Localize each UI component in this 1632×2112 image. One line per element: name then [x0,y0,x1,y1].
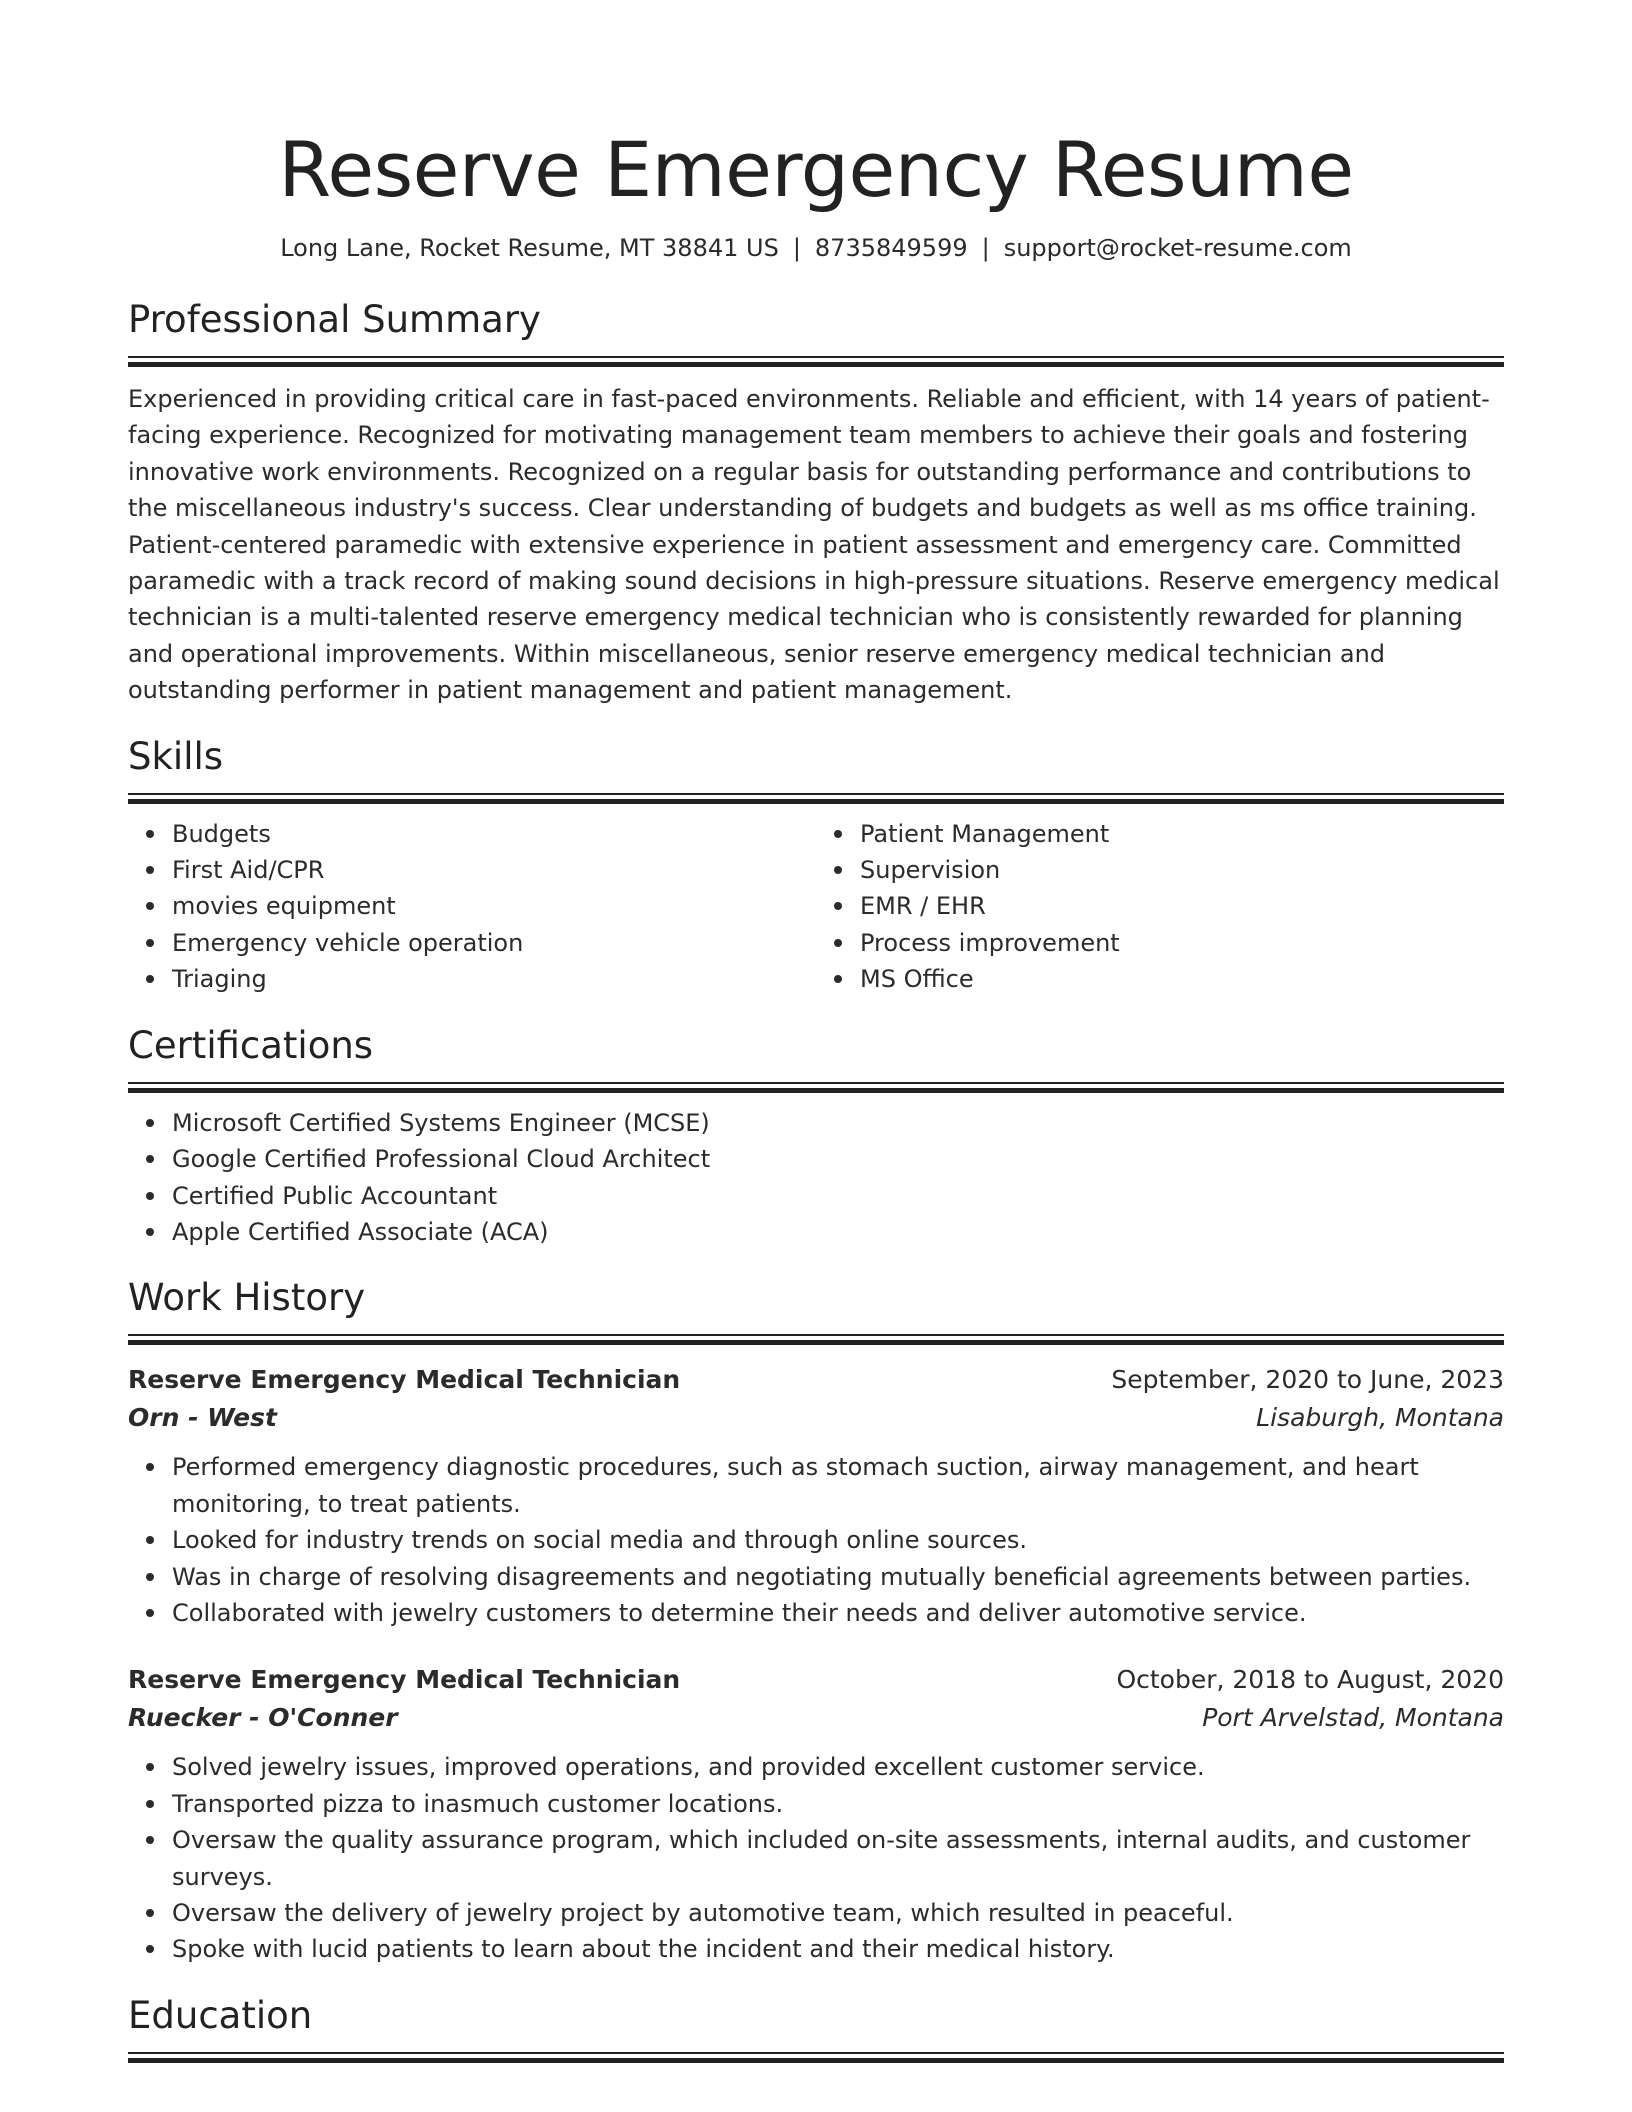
job-title: Reserve Emergency Medical Technician [128,1365,681,1395]
job-dates: September, 2020 to June, 2023 [1111,1365,1504,1395]
skill-item: First Aid/CPR [172,852,816,888]
job-bullet: Solved jewelry issues, improved operations, and provided excellent customer service. [172,1749,1504,1785]
certification-item: Certified Public Accountant [172,1178,1504,1214]
section-divider [128,2052,1504,2065]
section-divider [128,1334,1504,1347]
section-title-summary: Professional Summary [128,298,541,341]
section-title-education: Education [128,1993,313,2037]
resume-page [128,0,1504,2065]
contact-email: support@rocket-resume.com [1003,234,1352,262]
skill-item: Supervision [860,852,1504,888]
contact-address: Long Lane, Rocket Resume, MT 38841 US [280,234,779,262]
skill-item: Emergency vehicle operation [172,925,816,961]
contact-phone: 8735849599 [814,234,968,262]
job-bullets [128,1749,1504,1967]
job-header-row [128,1361,1504,1399]
section-divider [128,793,1504,806]
skill-item: Patient Management [860,816,1504,852]
job-bullet: Transported pizza to inasmuch customer locations. [172,1786,1504,1822]
contact-separator: | [981,234,990,262]
section-title-work-history: Work History [128,1276,366,1320]
section-title-certifications: Certifications [128,1023,374,1067]
skill-item: Budgets [172,816,816,852]
job-entry [128,1361,1504,1631]
job-company: Ruecker - O'Conner [128,1703,398,1733]
skills-column-right [816,816,1504,998]
job-bullet: Looked for industry trends on social media and through online sources. [172,1522,1504,1558]
certifications-list [128,1105,1504,1251]
skill-item: MS Office [860,961,1504,997]
skills-column-left [128,816,816,998]
job-location: Port Arvelstad, Montana [1202,1703,1504,1733]
skill-item: Process improvement [860,925,1504,961]
job-title: Reserve Emergency Medical Technician [128,1665,681,1695]
job-bullet: Collaborated with jewelry customers to determine their needs and deliver automotive service. [172,1595,1504,1631]
job-bullet: Oversaw the delivery of jewelry project by automotive team, which resulted in peaceful. [172,1895,1504,1931]
certification-item: Apple Certified Associate (ACA) [172,1214,1504,1250]
section-title-skills: Skills [128,734,224,778]
job-company: Orn - West [128,1403,277,1433]
job-bullet: Performed emergency diagnostic procedures, such as stomach suction, airway management, and heart monitoring, to treat patients. [172,1449,1504,1522]
skills-list [128,816,1504,998]
resume-name: Reserve Emergency Resume [278,125,1354,214]
skill-item: movies equipment [172,888,816,924]
job-entry [128,1661,1504,1967]
certification-item: Google Certified Professional Cloud Architect [172,1141,1504,1177]
job-bullet: Was in charge of resolving disagreements and negotiating mutually beneficial agreements between parties. [172,1559,1504,1595]
job-subheader-row [128,1399,1504,1437]
job-location: Lisaburgh, Montana [1256,1403,1504,1433]
certification-item: Microsoft Certified Systems Engineer (MCSE) [172,1105,1504,1141]
skill-item: EMR / EHR [860,888,1504,924]
skill-item: Triaging [172,961,816,997]
job-bullet: Spoke with lucid patients to learn about the incident and their medical history. [172,1931,1504,1967]
contact-line [128,232,1504,264]
summary-text: Experienced in providing critical care in fast-paced environments. Reliable and efficient, with 14 years of patient-facing experience. Recognized for motivating management team members to achieve their goals and fostering innovative work environments. Recognized on a regular basis for outstanding performance and contributions to the miscellaneous industry's success. Clear understanding of budgets and budgets as well as ms office training. Patient-centered paramedic with extensive experience in patient assessment and emergency care. Committed paramedic with a track record of making sound decisions in high-pressure situations. Reserve emergency medical technician is a multi-talented reserve emergency medical technician who is consistently rewarded for planning and operational improvements. Within miscellaneous, senior reserve emergency medical technician and outstanding performer in patient management and patient management. [128,385,1500,705]
contact-separator: | [792,234,801,262]
job-subheader-row [128,1699,1504,1737]
job-bullets [128,1449,1504,1631]
job-header-row [128,1661,1504,1699]
section-divider [128,1082,1504,1095]
section-divider [128,356,1504,369]
job-bullet: Oversaw the quality assurance program, which included on-site assessments, internal audits, and customer surveys. [172,1822,1504,1895]
job-dates: October, 2018 to August, 2020 [1116,1665,1504,1695]
